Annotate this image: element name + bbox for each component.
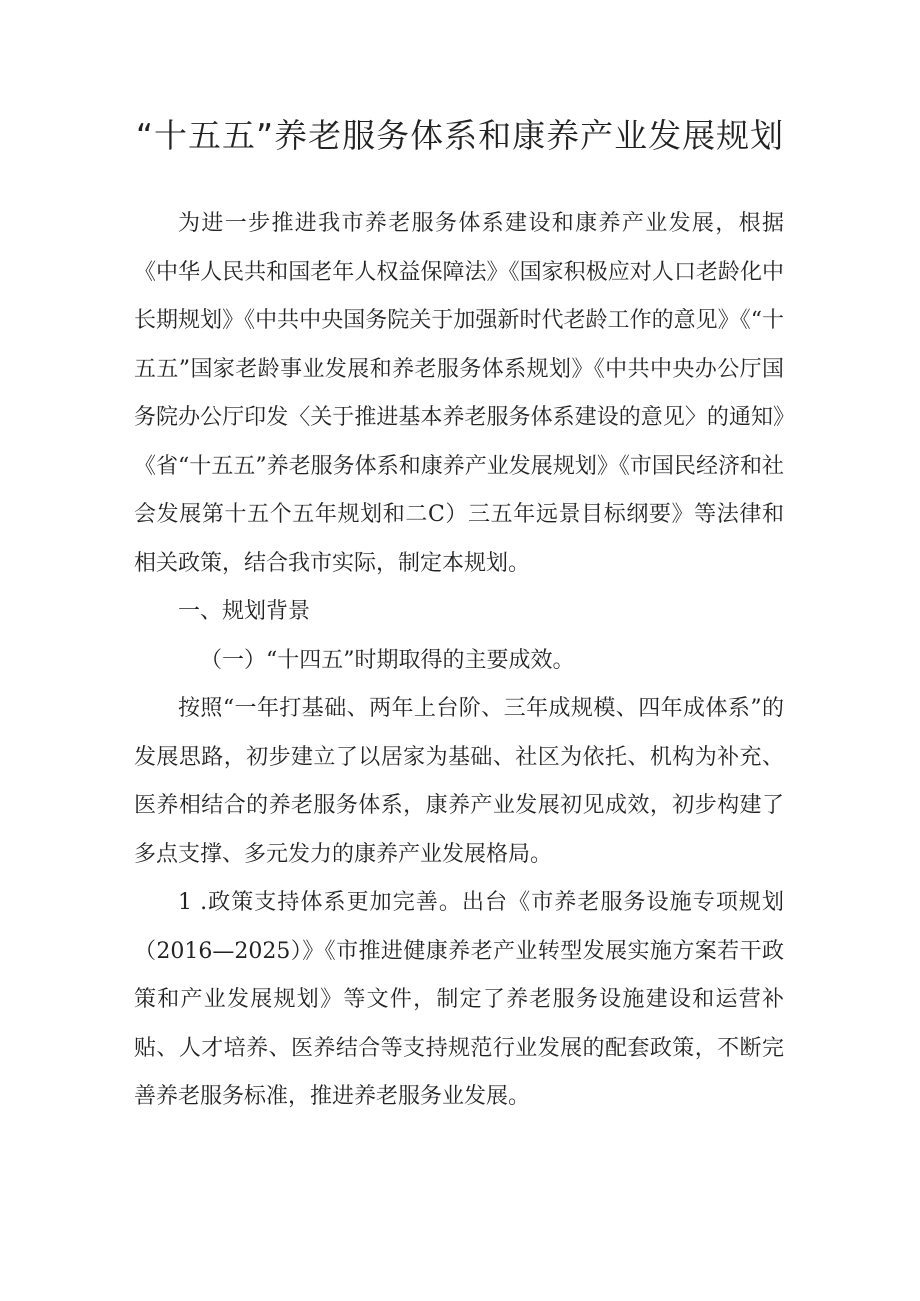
document-body (134, 200, 784, 1122)
document-title: “十五五”养老服务体系和康养产业发展规划 (135, 116, 785, 155)
section-heading-background: 一、规划背景 (178, 599, 311, 624)
intro-paragraph: 为进一步推进我市养老服务体系建设和康养产业发展，根据《中华人民共和国老年人权益保障法》《国家积极应对人口老龄化中长期规划》《中共中央国务院关于加强新时代老龄工作的意见》《“十五五”国家老龄事业发展和养老服务体系规划》《中共中央办公厅国务院办公厅印发〈关于推进基本养老服务体系建设的意见〉的通知》《省“十五五”养老服务体系和康养产业发展规划》《市国民经济和社会发展第十五个五年规划和二C）三五年远景目标纲要》等法律和相关政策，结合我市实际，制定本规划。 (134, 211, 784, 576)
subsection-heading-achievements: （一）“十四五”时期取得的主要成效。 (200, 647, 575, 673)
policy-item-paragraph: 1 .政策支持体系更加完善。出台《市养老服务设施专项规划（2016—2025）》《市推进健康养老产业转型发展实施方案若干政策和产业发展规划》等文件，制定了养老服务设施建设和运营补贴、人才培养、医养结合等支持规范行业发展的配套政策，不断完善养老服务标准，推进养老服务业发展。 (134, 890, 784, 1109)
achievements-paragraph: 按照“一年打基础、两年上台阶、三年成规模、四年成体系”的发展思路，初步建立了以居家为基础、社区为依托、机构为补充、医养相结合的养老服务体系，康养产业发展初见成效，初步构建了多点支撑、多元发力的康养产业发展格局。 (134, 696, 784, 867)
